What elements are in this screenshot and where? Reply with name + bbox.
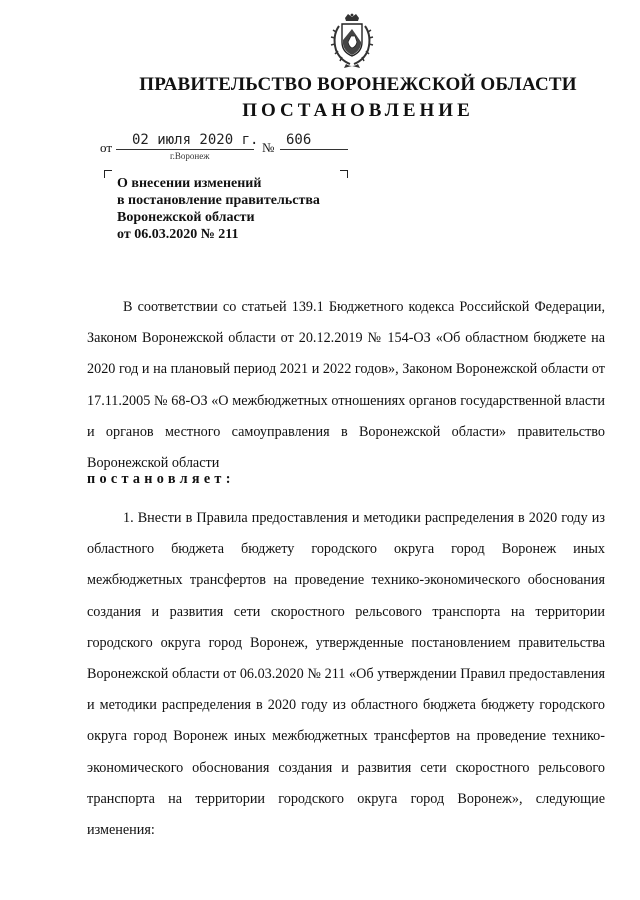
date-number-line [0,132,640,172]
document-subject [117,175,357,243]
government-title: ПРАВИТЕЛЬСТВО ВОРОНЕЖСКОЙ ОБЛАСТИ [139,74,577,95]
subject-line: О внесении изменений [117,176,262,191]
document-date: 02 июля 2020 г. [132,132,259,148]
document-number: 606 [286,132,312,148]
preamble-paragraph: В соответствии со статьей 139.1 Бюджетного кодекса Российской Федерации, Законом Воронежской области от 20.12.2019 № 154-ОЗ «Об областном бюджете на 2020 год и на плановый период 2021 и 2022 годов», Законом Воронежской области от 17.11.2005 № 68-ОЗ «О межбюджетных отношениях органов государственной власти и органов местного самоуправления в Воронежской области» правительство Воронежской области [87,299,605,472]
date-underline [116,149,254,150]
decree-word: постановляет: [87,471,235,487]
number-underline [280,149,348,150]
subject-line: от 06.03.2020 № 211 [117,227,239,242]
subject-corner-left [104,170,112,178]
item-1-paragraph: 1. Внести в Правила предоставления и методики распределения в 2020 году из областного бюджета бюджету городского округа город Воронеж иных межбюджетных трансфертов на проведение технико-экономического обоснования создания и развития сети скоростного рельсового транспорта на территории городского округа город Воронеж, утвержденные постановлением правительства Воронежской области от 06.03.2020 № 211 «Об утверждении Правил предоставления и методики распределения в 2020 году из областного бюджета бюджету городского округа город Воронеж иных межбюджетных трансфертов на проведение технико-экономического обоснования создания и развития сети скоростного рельсового транспорта на территории городского округа город Воронеж», следующие изменения: [87,510,605,839]
voronezh-coat-of-arms-icon [326,12,378,70]
subject-line: в постановление правительства [117,193,320,208]
from-label: от [100,140,113,155]
number-label: № [262,140,275,155]
subject-line: Воронежской области [117,210,255,225]
document-type-title: ПОСТАНОВЛЕНИЕ [242,100,474,121]
city-label: г.Воронеж [170,151,210,161]
